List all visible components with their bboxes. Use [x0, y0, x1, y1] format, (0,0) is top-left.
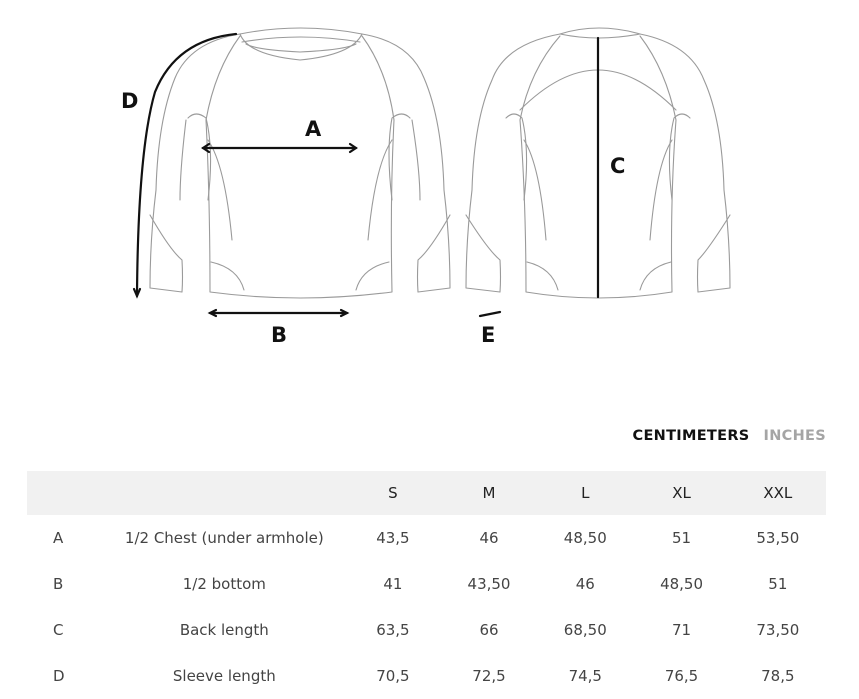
cell-value: 46: [575, 575, 595, 593]
row-code: D: [53, 667, 65, 685]
inches-tab[interactable]: INCHES: [763, 428, 826, 444]
size-table-header: [27, 471, 826, 515]
centimeters-tab[interactable]: CENTIMETERS: [632, 428, 750, 444]
size-table: [27, 471, 826, 699]
table-row: [27, 561, 826, 607]
row-label: 1/2 Chest (under armhole): [124, 529, 324, 547]
cell-value: 51: [671, 529, 692, 547]
label-e: E: [481, 323, 496, 347]
unit-toggle: [633, 428, 826, 444]
cell-value: 71: [671, 621, 692, 639]
cell-value: 68,50: [563, 621, 607, 639]
cell-value: 70,5: [376, 667, 410, 685]
cell-value: 48,50: [563, 529, 607, 547]
label-d: D: [121, 89, 139, 113]
row-label: Sleeve length: [172, 667, 276, 685]
label-a: A: [305, 117, 322, 141]
header-size-xxl: XXL: [763, 484, 793, 502]
row-label: Back length: [179, 621, 269, 639]
table-row: [27, 607, 826, 653]
cell-value: 43,5: [376, 529, 410, 547]
cell-value: 78,5: [761, 667, 795, 685]
label-c: C: [610, 154, 626, 178]
cell-value: 72,5: [472, 667, 506, 685]
cell-value: 46: [479, 529, 499, 547]
shirt-front-drawing: [150, 28, 450, 298]
cell-value: 76,5: [664, 667, 699, 685]
row-code: B: [53, 575, 64, 593]
measure-e-line: [480, 312, 500, 316]
header-size-s: S: [388, 484, 398, 502]
header-size-l: L: [581, 484, 590, 502]
cell-value: 63,5: [376, 621, 410, 639]
measure-d-line: [134, 34, 236, 296]
cell-value: 48,50: [660, 575, 704, 593]
table-row: [27, 515, 826, 561]
header-size-xl: XL: [672, 484, 691, 502]
cell-value: 66: [479, 621, 499, 639]
measure-a-line: [203, 144, 356, 152]
header-label: [104, 471, 345, 515]
cell-value: 53,50: [756, 529, 800, 547]
cell-value: 43,50: [467, 575, 511, 593]
header-size-m: M: [482, 484, 496, 502]
row-label: 1/2 bottom: [182, 575, 266, 593]
header-code: [27, 471, 104, 515]
row-code: C: [53, 621, 64, 639]
cell-value: 74,5: [568, 667, 602, 685]
cell-value: 73,50: [756, 621, 800, 639]
row-code: A: [53, 529, 64, 547]
measure-b-line: [210, 310, 347, 316]
cell-value: 41: [383, 575, 403, 593]
table-row: [27, 653, 826, 699]
label-b: B: [271, 323, 288, 347]
cell-value: 51: [768, 575, 788, 593]
